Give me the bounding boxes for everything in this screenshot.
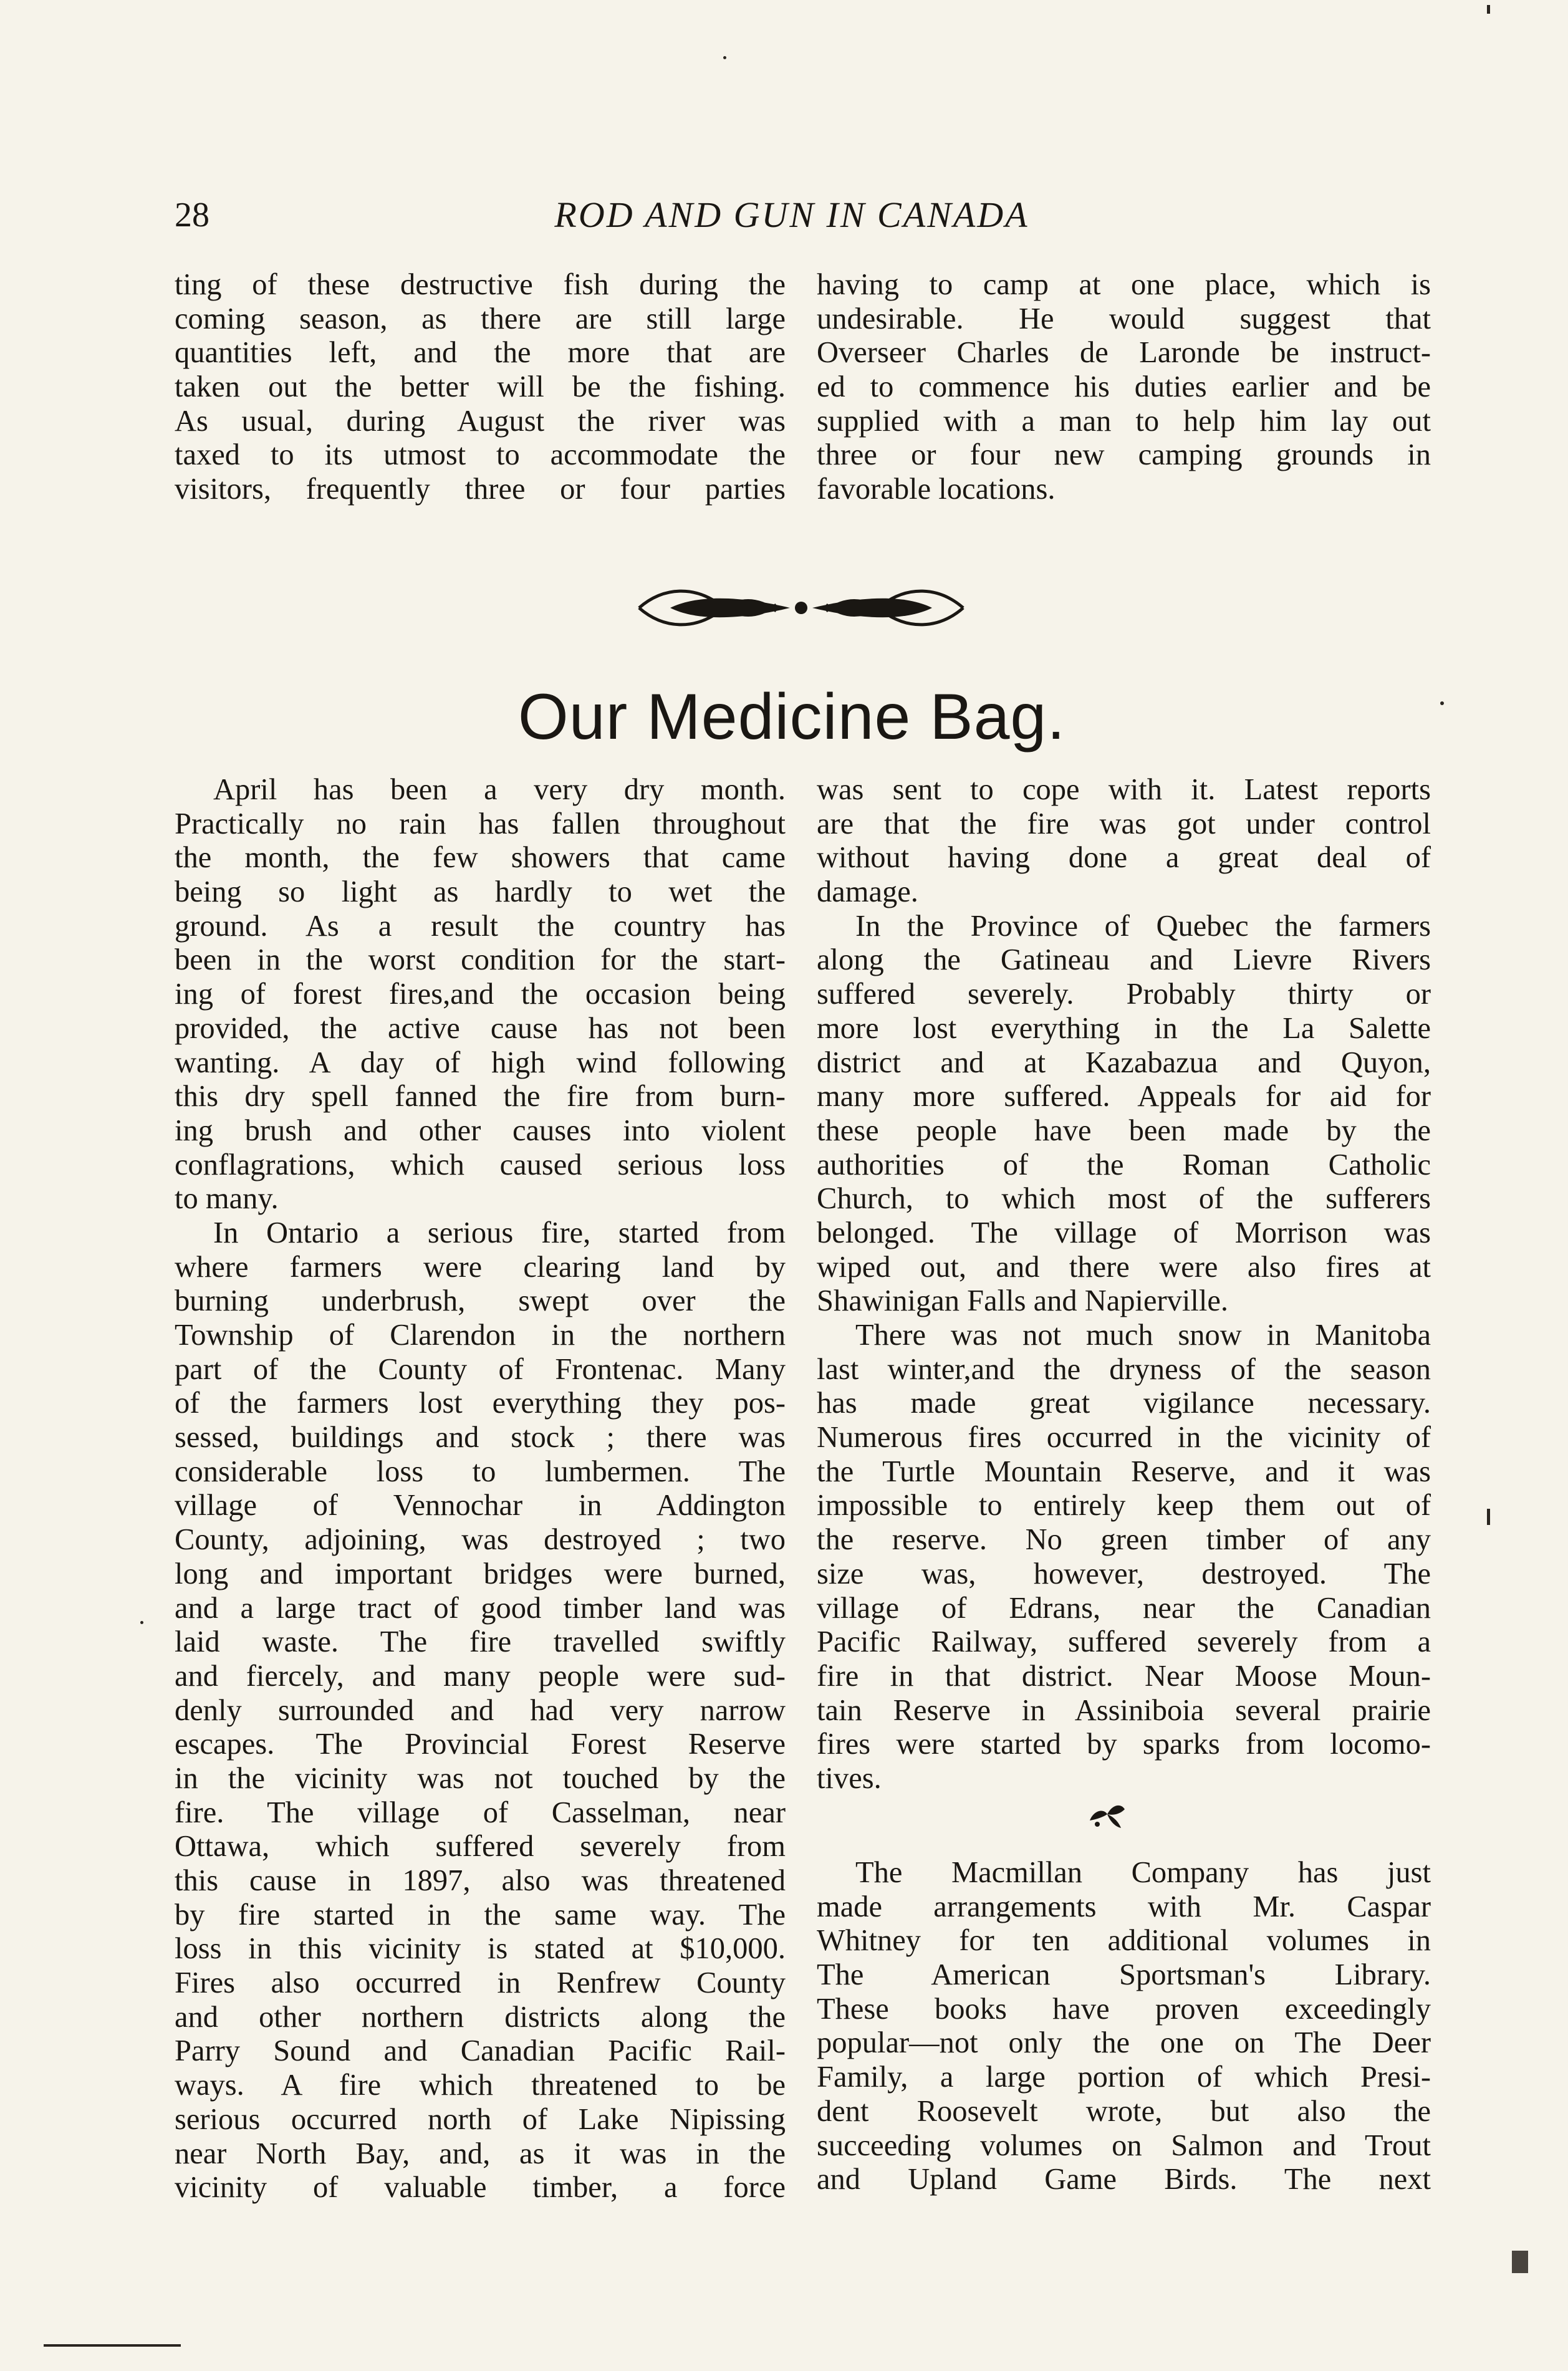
text-line: Parry Sound and Canadian Pacific Rail- [175, 2034, 786, 2068]
text-line: visitors, frequently three or four parties [175, 473, 786, 506]
section-title: Our Medicine Bag. [517, 681, 1066, 753]
text-line: April has been a very dry month. [213, 773, 786, 806]
text-line: many more suffered. Appeals for aid for [817, 1080, 1431, 1113]
text-line: more lost everything in the La Salette [817, 1011, 1431, 1045]
text-line: this dry spell fanned the fire from burn- [175, 1080, 786, 1113]
text-line: Overseer Charles de Laronde be instruct- [817, 336, 1431, 370]
text-line: tives. [817, 1761, 882, 1795]
text-line: considerable loss to lumbermen. The [175, 1455, 786, 1488]
text-line: denly surrounded and had very narrow [175, 1693, 786, 1727]
text-line: by fire started in the same way. The [175, 1898, 786, 1931]
text-line: the Turtle Mountain Reserve, and it was [817, 1455, 1431, 1488]
running-head [175, 193, 1409, 243]
text-line: without having done a great deal of [817, 841, 1431, 875]
text-line: being so light as hardly to wet the [175, 875, 786, 909]
text-line: favorable locations. [817, 473, 1056, 506]
text-line: escapes. The Provincial Forest Reserve [175, 1728, 786, 1761]
text-line: village of Vennochar in Addington [175, 1489, 786, 1522]
text-line: laid waste. The fire travelled swiftly [175, 1625, 786, 1659]
text-line: long and important bridges were burned, [175, 1557, 786, 1590]
text-line: of the farmers lost everything they pos- [175, 1387, 786, 1420]
text-line: ground. As a result the country has [175, 909, 786, 943]
text-line: having to camp at one place, which is [817, 268, 1431, 301]
text-line: popular—not only the one on The Deer [817, 2026, 1431, 2060]
text-line: The Macmillan Company has just [855, 1856, 1431, 1889]
text-line: These books have proven exceedingly [817, 1992, 1431, 2026]
text-line: damage. [817, 875, 918, 909]
text-line: There was not much snow in Manitoba [855, 1319, 1431, 1352]
text-line: The American Sportsman's Library. [817, 1958, 1431, 1992]
text-line: along the Gatineau and Lievre Rivers [817, 943, 1431, 977]
text-line: district and at Kazabazua and Quyon, [817, 1046, 1431, 1079]
text-line: fire. The village of Casselman, near [175, 1796, 786, 1829]
text-line: been in the worst condition for the start- [175, 943, 786, 977]
text-line: coming season, as there are still large [175, 302, 786, 335]
text-line: size was, however, destroyed. The [817, 1557, 1431, 1590]
text-line: supplied with a man to help him lay out [817, 404, 1431, 438]
text-line: ing brush and other causes into violent [175, 1113, 786, 1147]
scan-artifact-mark [1487, 5, 1490, 14]
decorative-ornament-icon [627, 580, 976, 636]
scan-artifact-mark [1487, 1509, 1490, 1525]
text-line: dent Roosevelt wrote, but also the [817, 2094, 1431, 2128]
text-line: quantities left, and the more that are [175, 336, 786, 370]
text-line: near North Bay, and, as it was in the [175, 2137, 786, 2170]
text-line: and fiercely, and many people were sud- [175, 1659, 786, 1693]
text-line: in the vicinity was not touched by the [175, 1761, 786, 1795]
text-line: the reserve. No green timber of any [817, 1523, 1431, 1557]
text-line: part of the County of Frontenac. Many [175, 1352, 786, 1386]
text-line: wiped out, and there were also fires at [817, 1250, 1431, 1284]
text-line: Township of Clarendon in the northern [175, 1319, 786, 1352]
text-line: impossible to entirely keep them out of [817, 1489, 1431, 1522]
text-line: are that the fire was got under control [817, 807, 1431, 840]
previous-article-right-column [817, 268, 1431, 507]
text-line: village of Edrans, near the Canadian [817, 1591, 1431, 1625]
text-line: taken out the better will be the fishing. [175, 370, 786, 404]
text-line: Fires also occurred in Renfrew County [175, 1966, 786, 2000]
text-line: Pacific Railway, suffered severely from a [817, 1625, 1431, 1659]
text-line: burning underbrush, swept over the [175, 1284, 786, 1318]
text-line: Numerous fires occurred in the vicinity of [817, 1421, 1431, 1455]
text-line: this cause in 1897, also was threatened [175, 1864, 786, 1897]
text-line: succeeding volumes on Salmon and Trout [817, 2128, 1431, 2162]
text-line: wanting. A day of high wind following [175, 1046, 786, 1079]
scan-artifact-mark [723, 56, 726, 59]
text-line: ways. A fire which threatened to be [175, 2069, 786, 2102]
text-line: where farmers were clearing land by [175, 1250, 786, 1284]
text-line: and other northern districts along the [175, 2000, 786, 2034]
text-line: has made great vigilance necessary. [817, 1387, 1431, 1420]
text-line: Church, to which most of the sufferers [817, 1182, 1431, 1216]
scan-artifact-mark [1512, 2251, 1528, 2273]
text-line: made arrangements with Mr. Caspar [817, 1890, 1431, 1923]
text-line: ing of forest fires,and the occasion being [175, 978, 786, 1011]
text-line: serious occurred north of Lake Nipissing [175, 2102, 786, 2136]
text-line: Shawinigan Falls and Napierville. [817, 1284, 1229, 1318]
text-line: loss in this vicinity is stated at $10,000. [175, 1932, 786, 1966]
text-line: and a large tract of good timber land was [175, 1591, 786, 1625]
text-line: Family, a large portion of which Presi- [817, 2061, 1431, 2094]
text-line: belonged. The village of Morrison was [817, 1216, 1431, 1249]
text-line: Whitney for ten additional volumes in [817, 1924, 1431, 1958]
scan-artifact-mark [44, 2344, 181, 2347]
fleuron-ornament-icon [1085, 1796, 1128, 1833]
text-line: vicinity of valuable timber, a force [175, 2171, 786, 2205]
article-right-column [817, 773, 1431, 1796]
text-line: and Upland Game Birds. The next [817, 2163, 1431, 2196]
text-line: In Ontario a serious fire, started from [213, 1216, 786, 1249]
text-line: the month, the few showers that came [175, 841, 786, 875]
text-line: ed to commence his duties earlier and be [817, 370, 1431, 404]
page-number: 28 [175, 196, 209, 234]
text-line: Practically no rain has fallen throughout [175, 807, 786, 840]
text-line: County, adjoining, was destroyed ; two [175, 1523, 786, 1557]
article-left-column [175, 773, 786, 2205]
text-line: last winter,and the dryness of the season [817, 1352, 1431, 1386]
text-line: suffered severely. Probably thirty or [817, 978, 1431, 1011]
text-line: In the Province of Quebec the farmers [855, 909, 1431, 943]
text-line: these people have been made by the [817, 1113, 1431, 1147]
text-line: conflagrations, which caused serious loss [175, 1148, 786, 1181]
text-line: fires were started by sparks from locomo- [817, 1728, 1431, 1761]
text-line: was sent to cope with it. Latest reports [817, 773, 1431, 806]
scan-artifact-mark [1440, 701, 1444, 705]
text-line: sessed, buildings and stock ; there was [175, 1421, 786, 1455]
text-line: As usual, during August the river was [175, 404, 786, 438]
text-line: undesirable. He would suggest that [817, 302, 1431, 335]
text-line: three or four new camping grounds in [817, 438, 1431, 472]
previous-article-left-column [175, 268, 786, 507]
text-line: to many. [175, 1182, 279, 1216]
journal-title: ROD AND GUN IN CANADA [554, 195, 1029, 235]
article-right-column-continued [817, 1856, 1431, 2197]
text-line: taxed to its utmost to accommodate the [175, 438, 786, 472]
text-line: authorities of the Roman Catholic [817, 1148, 1431, 1181]
text-line: tain Reserve in Assiniboia several prairie [817, 1693, 1431, 1727]
text-line: ting of these destructive fish during the [175, 268, 786, 301]
text-line: fire in that district. Near Moose Moun- [817, 1659, 1431, 1693]
scan-artifact-mark [140, 1621, 143, 1624]
text-line: Ottawa, which suffered severely from [175, 1830, 786, 1864]
text-line: provided, the active cause has not been [175, 1011, 786, 1045]
